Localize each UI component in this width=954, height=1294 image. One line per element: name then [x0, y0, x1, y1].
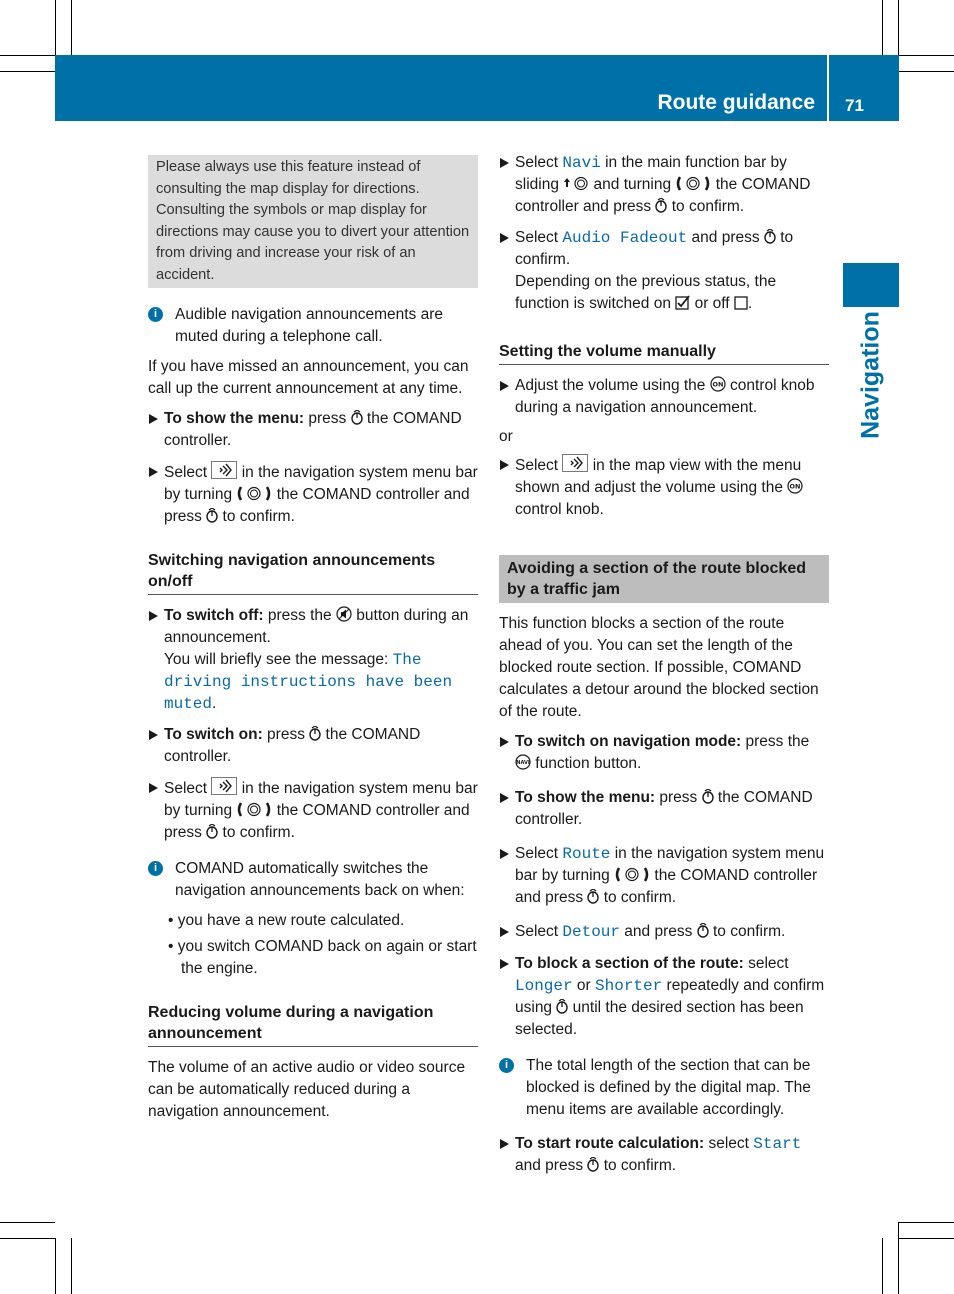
step — [499, 454, 829, 521]
step-text: and turning — [589, 176, 676, 193]
step-text: the COMAND controller and press — [515, 176, 811, 215]
svg-text:NAVI: NAVI — [516, 760, 530, 766]
step-text: button during an announcement. — [164, 607, 469, 646]
press-icon — [764, 229, 776, 244]
left-column — [148, 155, 478, 1131]
step — [148, 777, 478, 844]
rotate-icon — [614, 867, 650, 882]
step — [148, 724, 478, 768]
navi-icon — [515, 754, 531, 770]
press-icon — [702, 789, 714, 804]
step-text: until the desired section has been selected. — [515, 999, 804, 1038]
step — [499, 1133, 829, 1177]
warning-text: Please always use this feature instead of consulting the map display for directions. Consulting the symbols or map display for directions may cause you to divert your attention from driving and increase your risk of an accident. — [156, 159, 470, 283]
step-text: function button. — [531, 755, 642, 772]
step-text: select — [704, 1135, 754, 1152]
crop-mark — [882, 1238, 883, 1294]
mute-icon — [336, 606, 352, 622]
press-icon — [655, 198, 667, 213]
slide-up-icon — [563, 176, 589, 191]
press-icon — [587, 1157, 599, 1172]
svg-text:ON: ON — [789, 482, 801, 491]
step — [499, 953, 829, 1041]
press-icon — [556, 999, 568, 1014]
info-text: Audible navigation announcements are muted during a telephone call. — [175, 306, 443, 345]
step-text: press the — [263, 607, 336, 624]
section-heading: Avoiding a section of the route blocked by a traffic jam — [507, 560, 806, 598]
step-text: and press — [687, 229, 764, 246]
list-item: • you switch COMAND back on again or start the engine. — [168, 938, 477, 977]
rotate-icon — [236, 802, 272, 817]
step-text: You will briefly see the message: — [164, 651, 393, 668]
info-note — [148, 304, 478, 348]
menu-item-longer: Longer — [515, 977, 573, 995]
warning-box — [148, 155, 478, 288]
step-text: and press — [620, 923, 697, 940]
step-text: in the navigation system menu bar by turning — [515, 845, 825, 884]
press-icon — [587, 889, 599, 904]
step-lead: To show the menu: — [515, 789, 656, 806]
voice-icon — [211, 461, 237, 479]
step-line — [515, 271, 829, 315]
step-text: the COMAND controller and press — [515, 867, 818, 906]
step-text: select — [743, 955, 789, 972]
paragraph: This function blocks a section of the route ahead of you. You can set the length of the blocked route section. If possible, COMAND calculates a detour around the blocked section of the route. — [499, 615, 819, 720]
step-text: Select — [164, 780, 212, 797]
info-icon: i — [148, 307, 163, 322]
crop-mark — [55, 1238, 56, 1294]
voice-icon — [211, 777, 237, 795]
header-divider — [827, 55, 829, 121]
step-text: . — [212, 695, 217, 712]
info-text: The total length of the section that can be blocked is defined by the digital map. The menu items are available accordingly. — [526, 1057, 811, 1118]
step-line — [164, 649, 478, 715]
page-header — [55, 55, 899, 121]
step-text: the COMAND controller. — [164, 726, 421, 765]
menu-item-audio-fadeout: Audio Fadeout — [562, 229, 688, 247]
step-text: in the navigation system menu bar by turning — [164, 780, 478, 819]
menu-item-route: Route — [562, 845, 611, 863]
right-column — [499, 152, 829, 1186]
display-message: The driving instructions have been muted — [164, 651, 453, 713]
side-tab-label: Navigation — [856, 311, 885, 439]
checkbox-empty-icon — [734, 296, 748, 310]
step-text: to confirm. — [667, 198, 745, 215]
menu-item-detour: Detour — [562, 923, 620, 941]
press-icon — [206, 508, 218, 523]
step-text: to confirm. — [218, 824, 295, 841]
crop-mark — [71, 1238, 72, 1294]
press-icon — [309, 726, 321, 741]
step — [148, 461, 478, 528]
step-text: the COMAND controller and press — [164, 486, 470, 525]
step — [499, 375, 829, 419]
crop-mark — [71, 0, 72, 55]
step-text: in the map view with the menu shown and adjust the volume using the — [515, 457, 802, 496]
crop-mark — [0, 1238, 55, 1239]
menu-item-navi: Navi — [562, 154, 601, 172]
step-text: Select — [164, 464, 212, 481]
step-text: Select — [515, 229, 563, 246]
step-text: and press — [515, 1157, 588, 1174]
crop-mark — [898, 1222, 899, 1294]
step-text: the COMAND controller. — [515, 789, 813, 828]
step — [499, 731, 829, 775]
svg-text:ON: ON — [712, 380, 724, 389]
step-text: to confirm. — [708, 923, 786, 940]
step-lead: To show the menu: — [164, 410, 305, 427]
menu-item-shorter: Shorter — [595, 977, 663, 995]
crop-mark — [899, 1222, 954, 1223]
crop-mark — [899, 1238, 954, 1239]
section-heading: Switching navigation announcements on/off — [148, 550, 478, 595]
crop-mark — [898, 0, 899, 55]
crop-mark — [55, 0, 56, 55]
section-heading-box — [499, 555, 829, 603]
step-text: the COMAND controller and press — [164, 802, 470, 841]
step-text: control knob during a navigation announcement. — [515, 377, 815, 416]
press-icon — [697, 923, 709, 938]
step-text: the COMAND controller. — [164, 410, 462, 449]
step-lead: To block a section of the route: — [515, 955, 744, 972]
step-lead: To switch on: — [164, 726, 263, 743]
step-text: Select — [515, 457, 563, 474]
step-text: or off — [690, 295, 734, 312]
step — [148, 605, 478, 715]
on-icon — [787, 478, 803, 494]
step-text: press — [262, 726, 310, 743]
press-icon — [206, 824, 218, 839]
step-lead: To start route calculation: — [515, 1135, 705, 1152]
step-text: to confirm. — [599, 1157, 677, 1174]
step-text: control knob. — [515, 501, 604, 518]
side-tab — [843, 300, 899, 450]
crop-mark — [0, 55, 55, 56]
on-icon — [710, 376, 726, 392]
step-lead: To switch off: — [164, 607, 264, 624]
paragraph: If you have missed an announcement, you can call up the current announcement at any time. — [148, 358, 469, 397]
rotate-icon — [236, 486, 272, 501]
step-text: press the — [741, 733, 810, 750]
info-text: COMAND automatically switches the navigation announcements back on when: — [175, 860, 465, 899]
press-icon — [351, 410, 363, 425]
step — [499, 787, 829, 831]
menu-item-start: Start — [753, 1135, 802, 1153]
info-icon: i — [148, 861, 163, 876]
checkbox-checked-icon — [675, 295, 690, 310]
voice-icon — [562, 454, 588, 472]
step-text: Select — [515, 845, 563, 862]
section-heading: Reducing volume during a navigation announcement — [148, 1002, 478, 1047]
info-note — [499, 1055, 829, 1121]
paragraph: The volume of an active audio or video source can be automatically reduced during a navigation announcement. — [148, 1059, 466, 1120]
rotate-icon — [675, 176, 711, 191]
step — [148, 408, 478, 452]
step-text: to confirm. — [599, 889, 677, 906]
section-heading: Setting the volume manually — [499, 341, 829, 365]
step-text: in the navigation system menu bar by turning — [164, 464, 478, 503]
step-text: . — [747, 295, 753, 312]
step-text: Depending on the previous status, the function is switched on — [515, 273, 777, 312]
step-text: Adjust the volume using the — [515, 377, 710, 394]
or-text: or — [499, 428, 513, 445]
step-text: to confirm. — [515, 229, 794, 268]
step-text: Select — [515, 923, 563, 940]
step-lead: To switch on navigation mode: — [515, 733, 742, 750]
step — [499, 843, 829, 909]
crop-mark — [0, 1222, 55, 1223]
crop-mark — [899, 55, 954, 56]
info-icon: i — [499, 1058, 514, 1073]
list-item: • you have a new route calculated. — [168, 912, 405, 929]
step-text: Select — [515, 154, 563, 171]
step — [499, 227, 829, 315]
crop-mark — [899, 71, 954, 72]
step — [499, 921, 829, 943]
crop-mark — [882, 0, 883, 55]
step-text: in the main function bar by sliding — [515, 154, 787, 193]
page-number: 71 — [845, 96, 864, 115]
section-title: Route guidance — [657, 91, 815, 114]
crop-mark — [0, 71, 55, 72]
step-text: or — [572, 977, 596, 994]
step-text: press — [655, 789, 702, 806]
step — [499, 152, 829, 218]
step-text: repeatedly and confirm using — [515, 977, 825, 1016]
step-text: press — [304, 410, 351, 427]
info-note — [148, 858, 478, 902]
step-text: to confirm. — [218, 508, 295, 525]
